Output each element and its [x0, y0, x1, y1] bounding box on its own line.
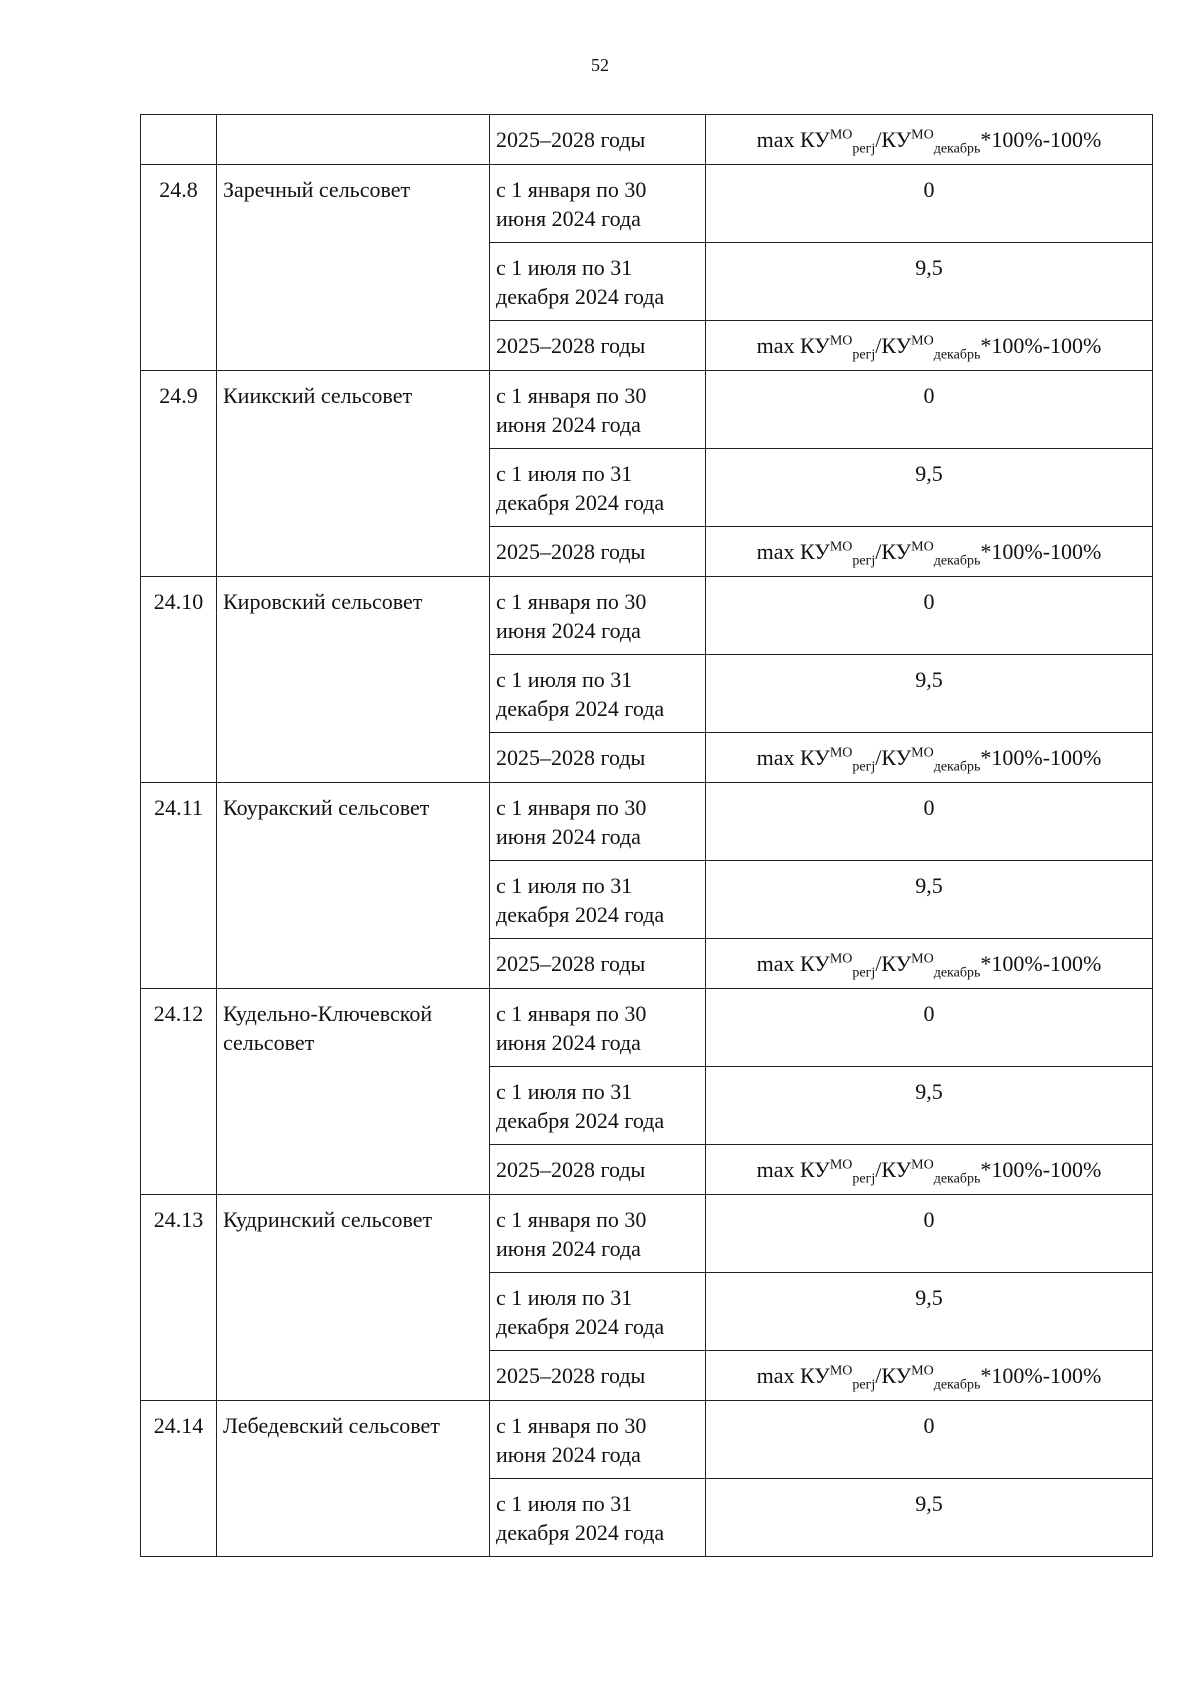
formula-text: max КУ [756, 1157, 830, 1182]
formula-subscript: декабрь [933, 759, 981, 775]
formula-text: /КУ [875, 951, 912, 976]
formula-text: max КУ [756, 1363, 830, 1388]
formula-cell [706, 321, 1153, 371]
formula-text: /КУ [875, 333, 912, 358]
value-cell: 0 [706, 577, 1153, 655]
value-cell: 0 [706, 1401, 1153, 1479]
formula-text: max КУ [756, 333, 830, 358]
value-cell: 0 [706, 371, 1153, 449]
value-cell: 9,5 [706, 449, 1153, 527]
formula-superscript: МО [829, 127, 853, 143]
value-cell: 0 [706, 783, 1153, 861]
row-number-cell: 24.9 [141, 371, 217, 577]
municipality-cell [217, 115, 490, 165]
row-number-cell: 24.14 [141, 1401, 217, 1557]
value-cell: 9,5 [706, 1273, 1153, 1351]
table-row [141, 1195, 1153, 1273]
formula-superscript: МО [829, 539, 853, 555]
formula-subscript: регj [852, 553, 876, 569]
municipality-cell: Киикский сельсовет [217, 371, 490, 577]
period-cell: с 1 января по 30 июня 2024 года [490, 1401, 706, 1479]
formula-text: /КУ [875, 127, 912, 152]
formula-superscript: МО [829, 1157, 853, 1173]
coefficient-table [140, 114, 1153, 1557]
formula-subscript: декабрь [933, 347, 981, 363]
value-cell: 9,5 [706, 861, 1153, 939]
period-cell: с 1 января по 30 июня 2024 года [490, 371, 706, 449]
period-cell: с 1 января по 30 июня 2024 года [490, 783, 706, 861]
table-row [141, 577, 1153, 655]
formula-cell [706, 1351, 1153, 1401]
formula-cell [706, 939, 1153, 989]
formula-text: /КУ [875, 539, 912, 564]
table-row [141, 115, 1153, 165]
value-cell: 0 [706, 989, 1153, 1067]
table-row [141, 165, 1153, 243]
formula-subscript: регj [852, 347, 876, 363]
formula-superscript: МО [911, 127, 934, 143]
value-cell: 9,5 [706, 655, 1153, 733]
formula-superscript: МО [911, 1363, 934, 1379]
period-cell: 2025–2028 годы [490, 115, 706, 165]
formula-text: *100%-100% [980, 1363, 1102, 1388]
formula-text: *100%-100% [980, 1157, 1102, 1182]
value-cell: 0 [706, 165, 1153, 243]
period-cell: с 1 января по 30 июня 2024 года [490, 165, 706, 243]
municipality-cell: Коуракский сельсовет [217, 783, 490, 989]
formula-subscript: декабрь [933, 141, 981, 157]
value-cell: 9,5 [706, 243, 1153, 321]
value-cell: 9,5 [706, 1067, 1153, 1145]
formula-subscript: регj [852, 965, 876, 981]
period-cell: с 1 июля по 31 декабря 2024 года [490, 1273, 706, 1351]
value-cell: 9,5 [706, 1479, 1153, 1557]
formula-cell [706, 115, 1153, 165]
formula-text: *100%-100% [980, 127, 1102, 152]
period-cell: 2025–2028 годы [490, 733, 706, 783]
formula-subscript: декабрь [933, 553, 981, 569]
period-cell: с 1 июля по 31 декабря 2024 года [490, 243, 706, 321]
municipality-cell: Кировский сельсовет [217, 577, 490, 783]
formula-superscript: МО [911, 1157, 934, 1173]
formula-superscript: МО [829, 333, 853, 349]
value-cell: 0 [706, 1195, 1153, 1273]
municipality-cell: Лебедевский сельсовет [217, 1401, 490, 1557]
municipality-cell: Кудельно-Ключевской сельсовет [217, 989, 490, 1195]
formula-text: *100%-100% [980, 745, 1102, 770]
period-cell: с 1 июля по 31 декабря 2024 года [490, 1067, 706, 1145]
period-cell: 2025–2028 годы [490, 939, 706, 989]
municipality-cell: Кудринский сельсовет [217, 1195, 490, 1401]
formula-text: /КУ [875, 1157, 912, 1182]
formula-subscript: регj [852, 1377, 876, 1393]
formula-text: *100%-100% [980, 333, 1102, 358]
table-row [141, 371, 1153, 449]
period-cell: с 1 января по 30 июня 2024 года [490, 989, 706, 1067]
period-cell: с 1 января по 30 июня 2024 года [490, 1195, 706, 1273]
formula-text: *100%-100% [980, 951, 1102, 976]
formula-subscript: декабрь [933, 1377, 981, 1393]
formula-superscript: МО [911, 539, 934, 555]
formula-cell [706, 733, 1153, 783]
page-number: 52 [591, 55, 609, 75]
row-number-cell: 24.12 [141, 989, 217, 1195]
formula-superscript: МО [911, 951, 934, 967]
row-number-cell: 24.10 [141, 577, 217, 783]
formula-subscript: регj [852, 141, 876, 157]
row-number-cell: 24.11 [141, 783, 217, 989]
table-row [141, 989, 1153, 1067]
formula-text: max КУ [756, 127, 830, 152]
formula-text: /КУ [875, 745, 912, 770]
formula-subscript: регj [852, 1171, 876, 1187]
formula-text: /КУ [875, 1363, 912, 1388]
period-cell: с 1 июля по 31 декабря 2024 года [490, 655, 706, 733]
formula-cell [706, 1145, 1153, 1195]
row-number-cell: 24.13 [141, 1195, 217, 1401]
formula-subscript: регj [852, 759, 876, 775]
formula-subscript: декабрь [933, 1171, 981, 1187]
formula-cell [706, 527, 1153, 577]
formula-superscript: МО [829, 951, 853, 967]
period-cell: 2025–2028 годы [490, 1351, 706, 1401]
formula-superscript: МО [911, 745, 934, 761]
period-cell: 2025–2028 годы [490, 321, 706, 371]
formula-text: max КУ [756, 539, 830, 564]
period-cell: 2025–2028 годы [490, 527, 706, 577]
period-cell: с 1 января по 30 июня 2024 года [490, 577, 706, 655]
formula-text: max КУ [756, 951, 830, 976]
formula-subscript: декабрь [933, 965, 981, 981]
table-row [141, 1401, 1153, 1479]
period-cell: с 1 июля по 31 декабря 2024 года [490, 861, 706, 939]
formula-superscript: МО [829, 745, 853, 761]
table-row [141, 783, 1153, 861]
formula-superscript: МО [911, 333, 934, 349]
period-cell: 2025–2028 годы [490, 1145, 706, 1195]
period-cell: с 1 июля по 31 декабря 2024 года [490, 1479, 706, 1557]
formula-text: *100%-100% [980, 539, 1102, 564]
municipality-cell: Заречный сельсовет [217, 165, 490, 371]
row-number-cell [141, 115, 217, 165]
formula-text: max КУ [756, 745, 830, 770]
row-number-cell: 24.8 [141, 165, 217, 371]
period-cell: с 1 июля по 31 декабря 2024 года [490, 449, 706, 527]
formula-superscript: МО [829, 1363, 853, 1379]
